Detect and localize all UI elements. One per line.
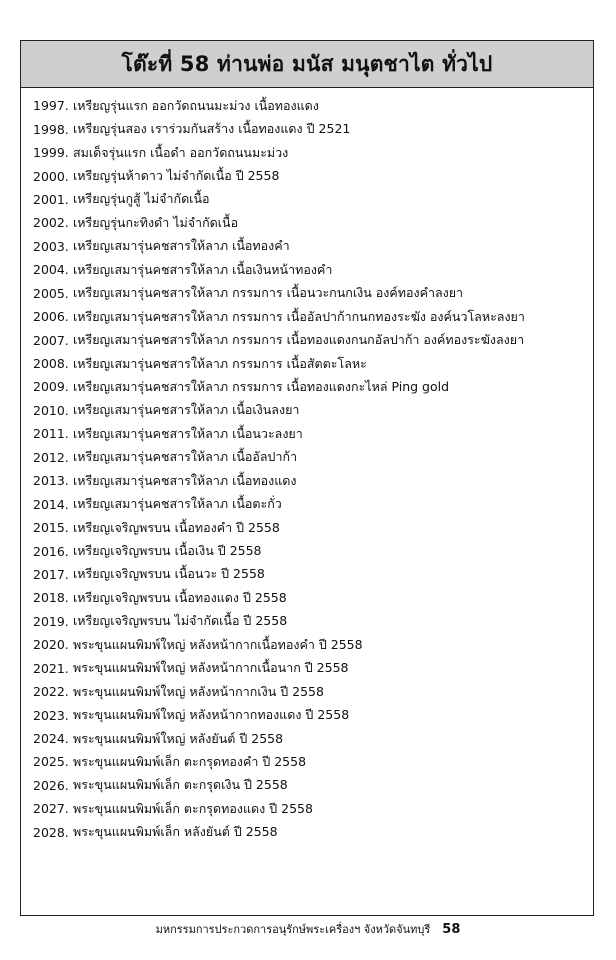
list-item <box>33 516 593 539</box>
item-number: 2012. <box>33 449 69 465</box>
item-text: เหรียญเสมารุ่นคชสารให้ลาภ เนื้อนวะลงยา <box>73 425 303 441</box>
footer-text: มหกรรมการประกวดการอนุรักษ์พระเครื่องฯ จังหวัดจันทบุรี <box>155 923 431 936</box>
item-number: 2015. <box>33 520 69 536</box>
item-text: เหรียญเสมารุ่นคชสารให้ลาภ เนื้อทองแดง <box>73 472 297 488</box>
list-item <box>33 586 593 609</box>
item-text: พระขุนแผนพิมพ์เล็ก ตะกรุดทองคำ ปี 2558 <box>73 753 307 769</box>
item-number: 2021. <box>33 660 69 676</box>
table-header <box>21 41 593 88</box>
list-item <box>33 188 593 211</box>
item-text: เหรียญเจริญพรบน เนื้อนวะ ปี 2558 <box>73 566 265 582</box>
list-item <box>33 375 593 398</box>
item-text: เหรียญเสมารุ่นคชสารให้ลาภ กรรมการ เนื้อสัตตะโลหะ <box>73 355 367 371</box>
list-item <box>33 774 593 797</box>
list-item <box>33 117 593 140</box>
item-text: พระขุนแผนพิมพ์เล็ก หลังยันต์ ปี 2558 <box>73 824 278 840</box>
item-number: 2025. <box>33 754 69 770</box>
item-text: เหรียญเจริญพรบน เนื้อเงิน ปี 2558 <box>73 543 262 559</box>
list-item <box>33 328 593 351</box>
list-item <box>33 797 593 820</box>
item-number: 2007. <box>33 332 69 348</box>
item-number: 2001. <box>33 191 69 207</box>
page-number: 58 <box>442 922 461 937</box>
item-text: เหรียญรุ่นกะทิงดำ ไม่จำกัดเนื้อ <box>73 214 239 230</box>
list-item <box>33 352 593 375</box>
item-text: เหรียญเจริญพรบน เนื้อทองแดง ปี 2558 <box>73 589 287 605</box>
item-text: พระขุนแผนพิมพ์ใหญ่ หลังหน้ากากเงิน ปี 2558 <box>73 683 324 699</box>
list-item <box>33 94 593 117</box>
item-text: เหรียญเจริญพรบน เนื้อทองคำ ปี 2558 <box>73 519 280 535</box>
item-text: เหรียญเจริญพรบน ไม่จำกัดเนื้อ ปี 2558 <box>73 613 288 629</box>
item-text: เหรียญเสมารุ่นคชสารให้ลาภ กรรมการ เนื้อนวะกนกเงิน องค์ทองคำลงยา <box>73 285 464 301</box>
item-text: พระขุนแผนพิมพ์เล็ก ตะกรุดทองแดง ปี 2558 <box>73 800 313 816</box>
list-item <box>33 141 593 164</box>
item-number: 2020. <box>33 637 69 653</box>
list-item <box>33 703 593 726</box>
item-text: พระขุนแผนพิมพ์ใหญ่ หลังยันต์ ปี 2558 <box>73 730 284 746</box>
item-text: เหรียญรุ่นกูสู้ ไม่จำกัดเนื้อ <box>73 191 210 207</box>
item-text: เหรียญเสมารุ่นคชสารให้ลาภ เนื้อทองคำ <box>73 238 290 254</box>
item-number: 2019. <box>33 613 69 629</box>
list-item <box>33 633 593 656</box>
list-item <box>33 539 593 562</box>
item-number: 2018. <box>33 590 69 606</box>
list-item <box>33 727 593 750</box>
item-text: เหรียญเสมารุ่นคชสารให้ลาภ กรรมการ เนื้อทองแดงกนกอัลปาก้า องค์ทองระฆังลงยา <box>73 332 525 348</box>
list-item <box>33 657 593 680</box>
item-text: เหรียญรุ่นสอง เราร่วมกันสร้าง เนื้อทองแดง ปี 2521 <box>73 121 351 137</box>
item-list <box>21 88 593 844</box>
page-frame <box>20 40 594 916</box>
item-text: เหรียญเสมารุ่นคชสารให้ลาภ กรรมการ เนื้ออัลปาก้ากนกทองระฆัง องค์นวโลหะลงยา <box>73 308 525 324</box>
item-number: 2003. <box>33 238 69 254</box>
item-number: 2002. <box>33 215 69 231</box>
list-item <box>33 446 593 469</box>
item-number: 2004. <box>33 262 69 278</box>
item-number: 2006. <box>33 309 69 325</box>
list-item <box>33 258 593 281</box>
item-number: 2027. <box>33 801 69 817</box>
list-item <box>33 399 593 422</box>
item-number: 2024. <box>33 731 69 747</box>
list-item <box>33 164 593 187</box>
item-number: 2016. <box>33 543 69 559</box>
item-number: 2028. <box>33 824 69 840</box>
item-number: 2023. <box>33 707 69 723</box>
page-footer <box>0 920 616 938</box>
item-text: เหรียญเสมารุ่นคชสารให้ลาภ เนื้อเงินลงยา <box>73 402 300 418</box>
list-item <box>33 563 593 586</box>
item-number: 2022. <box>33 684 69 700</box>
item-number: 2026. <box>33 777 69 793</box>
list-item <box>33 750 593 773</box>
list-item <box>33 610 593 633</box>
page-title: โต๊ะที่ 58 ท่านพ่อ มนัส มนุตชาไต ทั่วไป <box>121 51 493 76</box>
item-number: 2000. <box>33 168 69 184</box>
item-text: เหรียญรุ่นห้าดาว ไม่จำกัดเนื้อ ปี 2558 <box>73 168 280 184</box>
item-number: 2014. <box>33 496 69 512</box>
item-text: เหรียญเสมารุ่นคชสารให้ลาภ เนื้ออัลปาก้า <box>73 449 298 465</box>
item-text: พระขุนแผนพิมพ์ใหญ่ หลังหน้ากากเนื้อนาก ปี 2558 <box>73 660 349 676</box>
list-item <box>33 211 593 234</box>
list-item <box>33 469 593 492</box>
item-text: พระขุนแผนพิมพ์ใหญ่ หลังหน้ากากเนื้อทองคำ ปี 2558 <box>73 636 363 652</box>
item-number: 2008. <box>33 356 69 372</box>
item-number: 2017. <box>33 566 69 582</box>
item-number: 1999. <box>33 145 69 161</box>
list-item <box>33 680 593 703</box>
list-item <box>33 282 593 305</box>
item-number: 2005. <box>33 285 69 301</box>
item-text: เหรียญเสมารุ่นคชสารให้ลาภ เนื้อเงินหน้าทองคำ <box>73 261 333 277</box>
item-text: เหรียญรุ่นแรก ออกวัดถนนมะม่วง เนื้อทองแดง <box>73 97 319 113</box>
list-item <box>33 492 593 515</box>
item-text: พระขุนแผนพิมพ์เล็ก ตะกรุดเงิน ปี 2558 <box>73 777 288 793</box>
item-number: 1997. <box>33 98 69 114</box>
item-number: 2010. <box>33 402 69 418</box>
item-number: 1998. <box>33 121 69 137</box>
list-item <box>33 422 593 445</box>
item-number: 2011. <box>33 426 69 442</box>
item-text: เหรียญเสมารุ่นคชสารให้ลาภ เนื้อตะกั่ว <box>73 496 282 512</box>
list-item <box>33 821 593 844</box>
item-text: สมเด็จรุ่นแรก เนื้อดำ ออกวัดถนนมะม่วง <box>73 144 289 160</box>
item-number: 2013. <box>33 473 69 489</box>
item-number: 2009. <box>33 379 69 395</box>
item-text: เหรียญเสมารุ่นคชสารให้ลาภ กรรมการ เนื้อทองแดงกะไหล่ Ping gold <box>73 378 450 394</box>
list-item <box>33 305 593 328</box>
list-item <box>33 235 593 258</box>
item-text: พระขุนแผนพิมพ์ใหญ่ หลังหน้ากากทองแดง ปี 2558 <box>73 707 350 723</box>
